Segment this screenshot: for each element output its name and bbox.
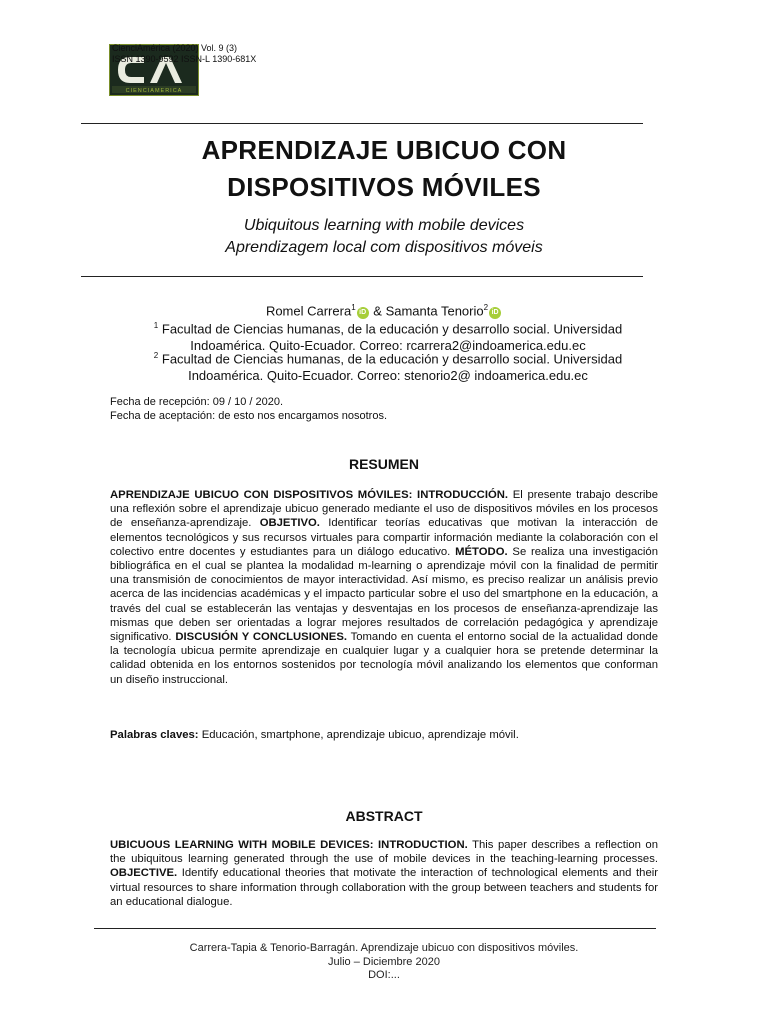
page-footer <box>0 942 768 983</box>
discusion-label: DISCUSIÓN Y CONCLUSIONES. <box>175 631 347 644</box>
footer-citation: Carrera-Tapia & Tenorio-Barragán. Aprendizaje ubicuo con dispositivos móviles. <box>189 942 579 954</box>
abstract-intro: This paper describes a reflection on the ubiquitous learning generated through the use of mobile devices in the teaching-learning processes. <box>110 839 658 866</box>
affiliation-superscript: 1 <box>153 321 159 330</box>
received-date: Fecha de recepción: 09 / 10 / 2020. <box>110 396 284 408</box>
affiliation-text: Facultad de Ciencias humanas, de la educación y desarrollo social. Universidad Indoamérica. Quito-Ecuador. Correo: rcarrera2@indoamerica.edu.ec <box>161 321 623 354</box>
author-superscript: 2 <box>483 303 489 312</box>
keywords-label: Palabras claves: <box>110 729 199 741</box>
resumen-lead: APRENDIZAJE UBICUO CON DISPOSITIVOS MÓVILES: INTRODUCCIÓN. <box>110 489 509 501</box>
keywords-text: Educación, smartphone, aprendizaje ubicuo, aprendizaje móvil. <box>201 729 519 741</box>
journal-volume: CienciAmérica (2020) Vol. 9 (3) <box>112 43 238 53</box>
abstract-lead: UBICUOUS LEARNING WITH MOBILE DEVICES: INTRODUCTION. <box>110 839 468 851</box>
author-name: Samanta Tenorio <box>385 303 484 319</box>
orcid-icon[interactable]: iD <box>489 307 501 319</box>
accepted-date: Fecha de aceptación: de esto nos encargamos nosotros. <box>110 410 388 422</box>
resumen-heading: RESUMEN <box>348 456 419 472</box>
orcid-icon[interactable]: iD <box>357 307 369 319</box>
paper-title <box>0 132 768 206</box>
paper-subtitles <box>0 215 768 259</box>
objective-text: Identify educational theories that motivate the interaction of technological elements and their virtual resources to share information through collaboration with the group between teachers and students for an educational dialogue. <box>110 867 658 908</box>
subtitle-english: Ubiquitous learning with mobile devices <box>243 217 525 234</box>
objetivo-label: OBJETIVO. <box>259 517 320 530</box>
keywords <box>110 728 658 742</box>
affiliation-2 <box>128 347 648 384</box>
submission-dates <box>110 395 387 423</box>
affiliation-superscript: 2 <box>153 351 159 360</box>
author-superscript: 1 <box>351 303 356 312</box>
abstract-body <box>110 838 658 918</box>
objective-label: OBJECTIVE. <box>110 867 178 880</box>
logo-wordmark: CIENCIAMERICA <box>125 88 183 94</box>
author-name: Romel Carrera <box>265 303 352 319</box>
journal-issn: ISSN 1390-9592 ISSN-L 1390-681X <box>112 54 257 64</box>
abstract-heading: ABSTRACT <box>345 808 423 824</box>
footer-doi: DOI:... <box>368 969 400 981</box>
paper-title-line2: DISPOSITIVOS MÓVILES <box>227 172 541 202</box>
author-separator: & <box>373 303 382 319</box>
metodo-label: MÉTODO. <box>455 545 508 558</box>
objetivo-text: Identificar teorías educativas que motivan la interacción de elementos tecnológicos y sus recursos virtuales para compartir información mediante la colaboración con el colectivo entre docentes y estudiantes para un diálogo educativo. <box>110 517 658 558</box>
metodo-text: Se realiza una investigación bibliográfica en el cual se plantea la modalidad m-learning o aprendizaje móvil con la finalidad de permitir una transmisión de conocimientos de mayor interactividad. Así mismo, es preciso realizar un análisis previo acerca de las incidencias académicas y el impacto particular sobre el uso del smartphone en la educación, a través del cual se establecerán las ventajas y desventajas en los procesos de enseñanza-aprendizaje las mismas que deben ser orientadas a lograr mejores resultados de correlación pedagógica y aprendizaje significativo. <box>110 545 658 644</box>
title-rule <box>81 276 643 277</box>
footer-rule <box>94 928 656 929</box>
affiliation-text: Facultad de Ciencias humanas, de la educación y desarrollo social. Universidad Indoamérica. Quito-Ecuador. Correo: stenorio2@ indoamerica.edu.ec <box>161 351 623 384</box>
resumen-body <box>110 488 658 687</box>
journal-info <box>112 43 256 65</box>
discusion-text: Tomando en cuenta el entorno social de la actualidad donde la tecnología ubicua permite aprendizaje en cualquier lugar y a cualquier hora se pretende determinar la calidad obtenida en los entornos sostenidos por tecnología móvil analizando los elementos que conforman un diseño instruccional. <box>110 631 658 686</box>
paper-title-line1: APRENDIZAJE UBICUO CON <box>201 135 567 165</box>
resumen-intro: El presente trabajo describe una reflexión sobre el aprendizaje ubicuo generado mediante el uso de dispositivos móviles en los procesos de enseñanza-aprendizaje. <box>110 489 658 530</box>
subtitle-portuguese: Aprendizagem local com dispositivos móveis <box>225 239 543 256</box>
footer-date: Julio – Diciembre 2020 <box>328 955 440 968</box>
header-rule <box>81 123 643 124</box>
